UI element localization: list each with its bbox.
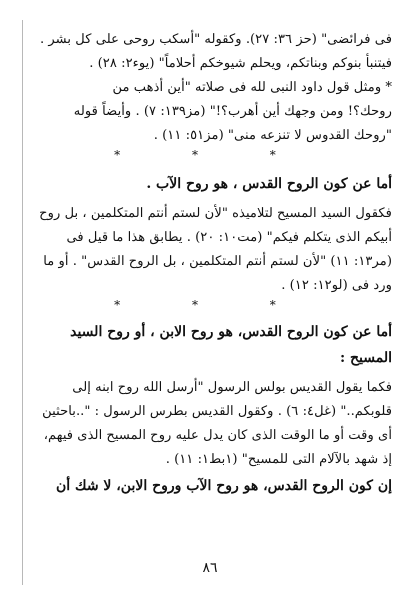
section-heading: أما عن كون الروح القدس، هو روح الابن ، أو روح السيد xyxy=(70,324,392,340)
paragraph-line: * ومثل قول داود النبى لله فى صلاته "أين أذهب من xyxy=(112,80,392,95)
paragraph-line-bold: إن كون الروح القدس، هو روح الآب وروح الابن، لا شك أن xyxy=(55,478,392,494)
section-heading-continued: المسيح : xyxy=(339,350,392,366)
page-number: ٨٦ xyxy=(202,560,218,576)
paragraph-line: فى فرائضى" (حز ٣٦: ٢٧). وكقوله "أسكب روحى على كل بشر . xyxy=(39,32,392,47)
paragraph-line: أبيكم الذى يتكلم فيكم" (مت١٠: ٢٠) . يطابق هذا ما قيل فى xyxy=(66,230,392,245)
paragraph-line: فكقول السيد المسيح لتلاميذه "لأن لستم أنتم المتكلمين ، بل روح xyxy=(39,206,392,221)
paragraph-line: "روحك القدوس لا تنزعه منى" (مز٥١: ١١) . xyxy=(153,128,392,143)
paragraph-line: روحك؟! ومن وجهك أين أهرب؟!" (مز١٣٩: ٧) . وأيضاً قوله xyxy=(73,104,392,119)
section-divider-stars: * * * xyxy=(114,298,310,312)
paragraph-line: فيتنبأ بنوكم وبناتكم، ويحلم شيوخكم أحلاماً" (يوء٢: ٢٨) . xyxy=(89,56,392,71)
page-edge-line xyxy=(22,20,23,585)
paragraph-line: فكما يقول القديس بولس الرسول "أرسل الله روح ابنه إلى xyxy=(72,380,392,395)
paragraph-line: (مر١٣: ١١) "لأن لستم أنتم المتكلمين ، بل الروح القدس" . أو ما xyxy=(43,254,392,269)
section-divider-stars: * * * xyxy=(114,148,310,162)
section-heading: أما عن كون الروح القدس ، هو روح الآب . xyxy=(146,176,392,192)
paragraph-line: قلوبكم.." (غل٤: ٦) . وكقول القديس بطرس الرسول : "..باحثين xyxy=(42,404,392,419)
paragraph-line: أى وقت أو ما الوقت الذى كان يدل عليه روح المسيح الذى فيهم، xyxy=(43,428,392,443)
paragraph-line: ورد فى (لو١٢: ١٢) . xyxy=(281,278,392,293)
paragraph-line: إذ شهد بالآلام التى للمسيح" (١بط١: ١١) . xyxy=(165,452,392,467)
